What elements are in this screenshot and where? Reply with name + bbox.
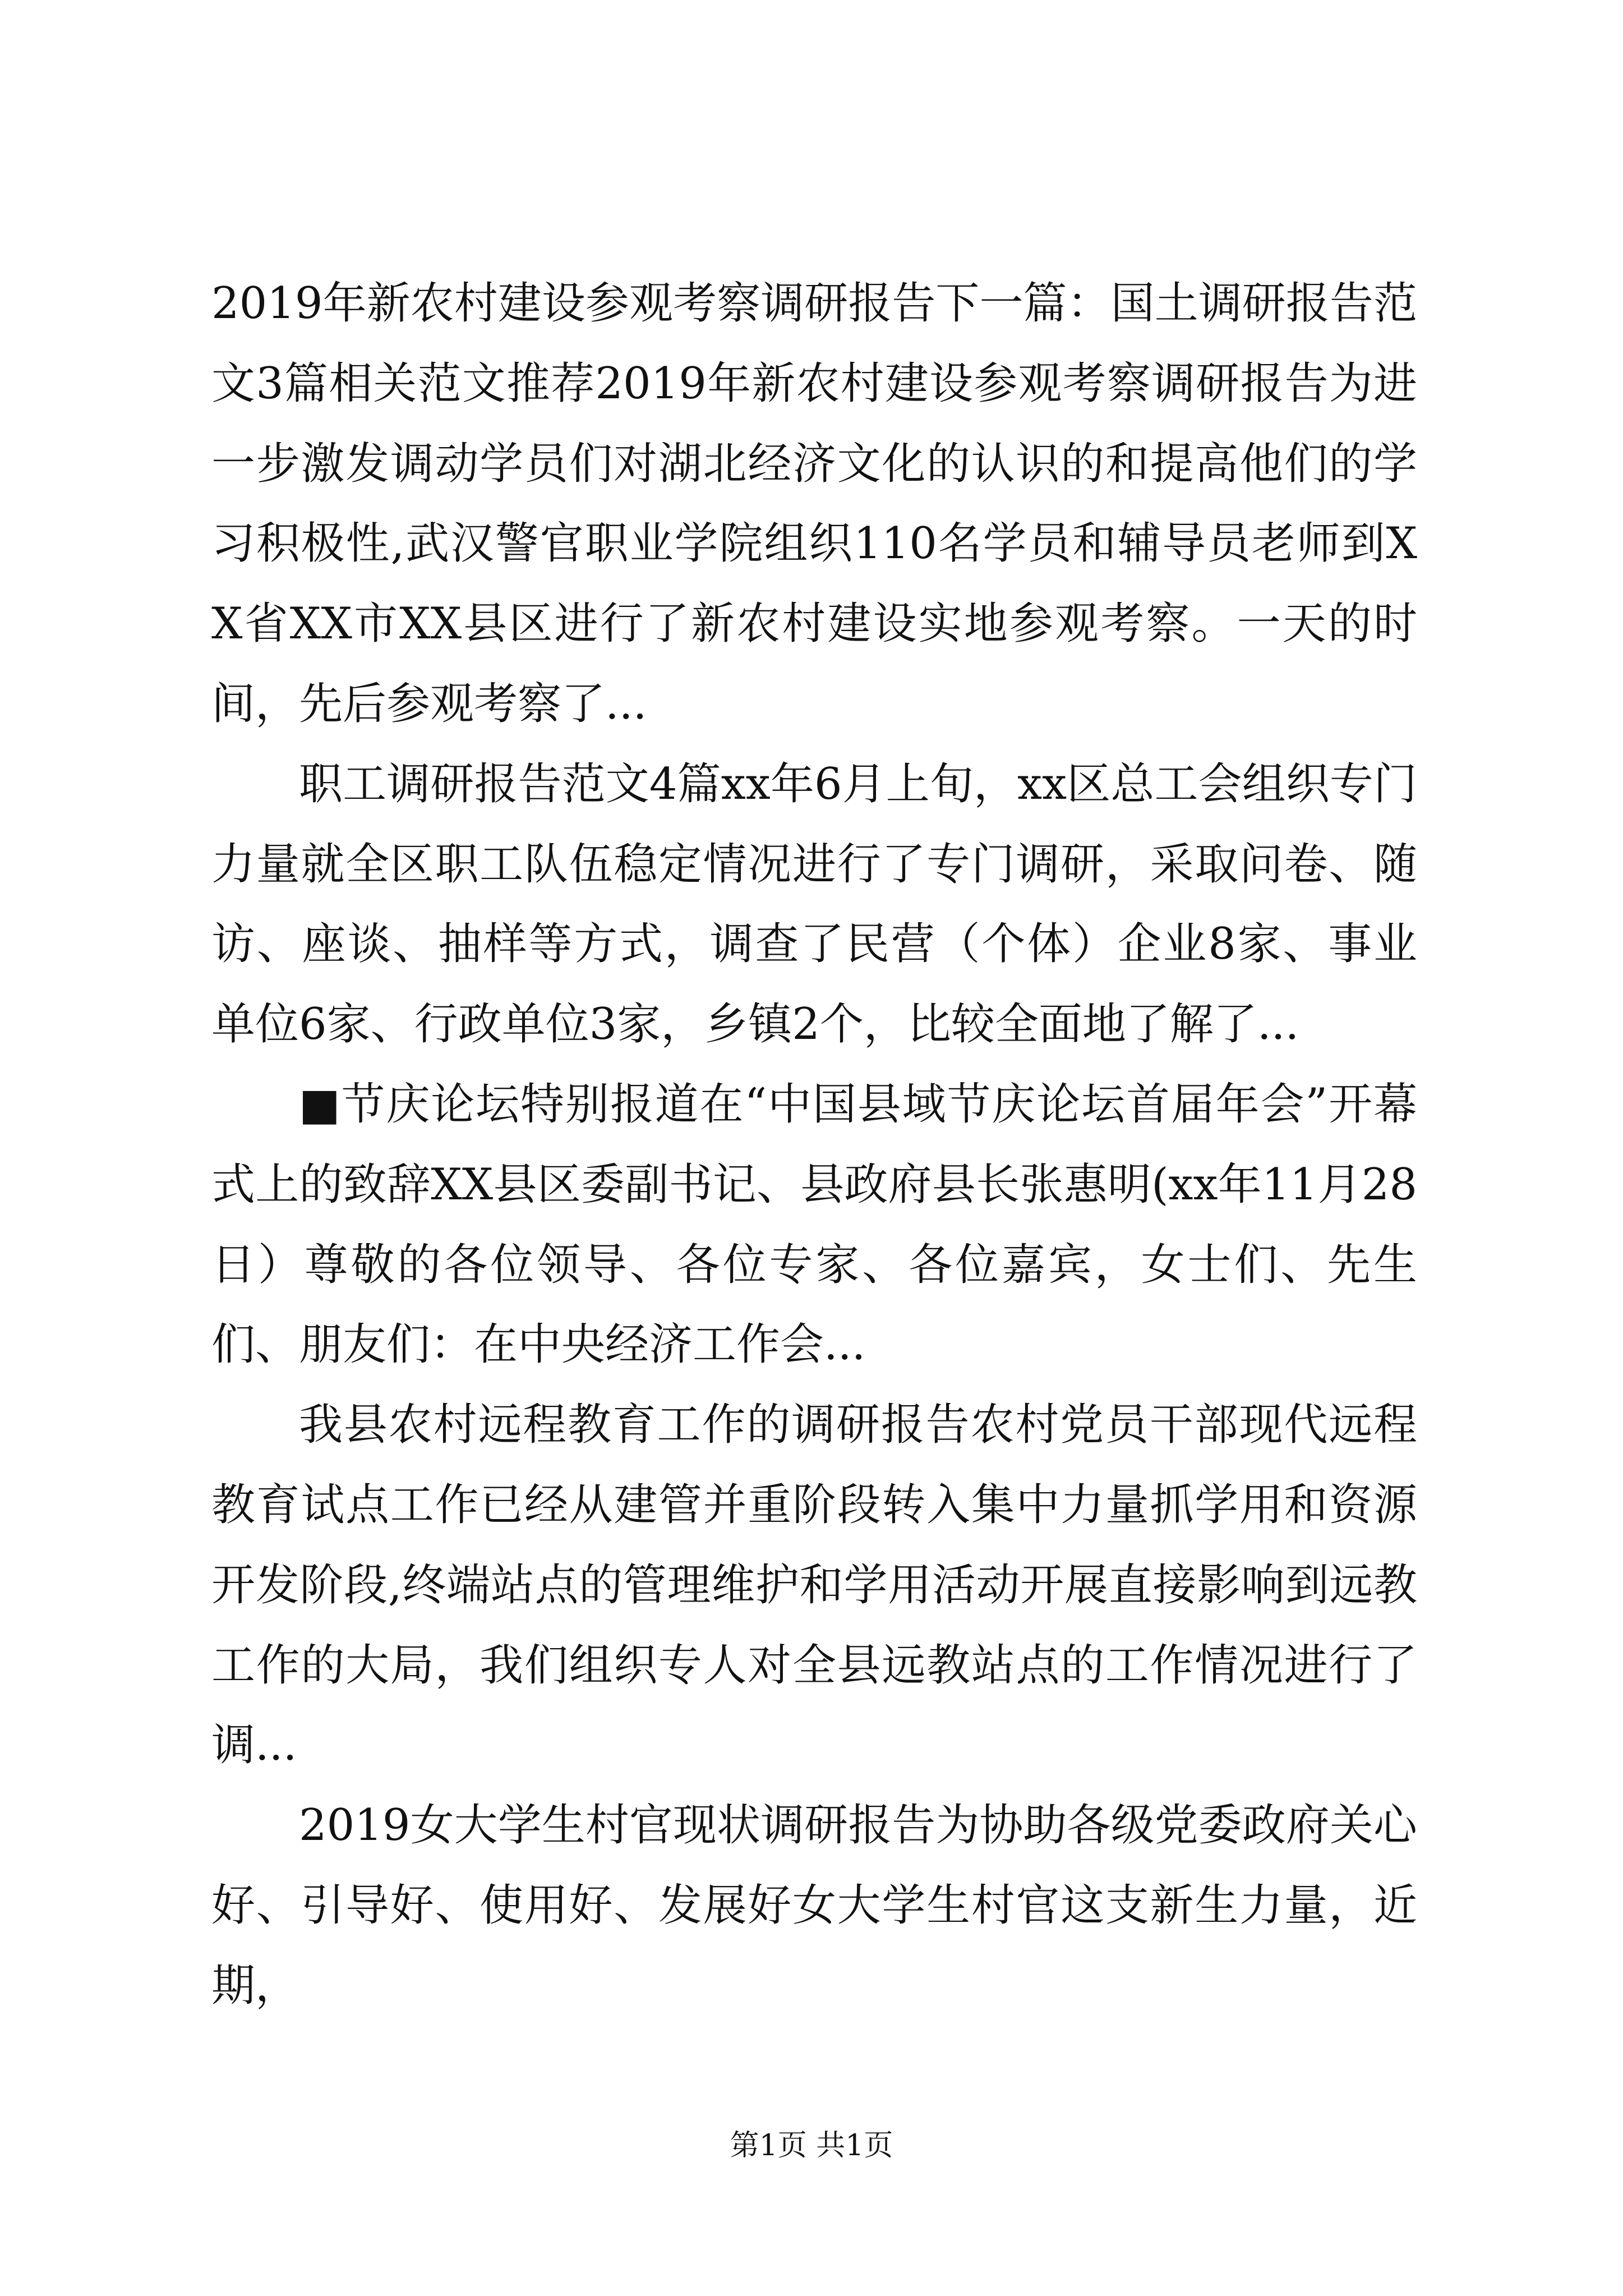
document-body xyxy=(211,264,1417,2026)
paragraph-1: 2019年新农村建设参观考察调研报告下一篇：国土调研报告范文3篇相关范文推荐2019年新农村建设参观考察调研报告为进一步激发调动学员们对湖北经济文化的认识的和提高他们的学习积极性,武汉警官职业学院组织110名学员和辅导员老师到XX省XX市XX县区进行了新农村建设实地参观考察。一天的时间，先后参观考察了... xyxy=(211,278,1417,729)
page-footer: 第1页 共1页 xyxy=(730,2129,893,2162)
paragraph-5: 2019女大学生村官现状调研报告为协助各级党委政府关心好、引导好、使用好、发展好女大学生村官这支新生力量，近期， xyxy=(211,1800,1417,2011)
paragraph-4: 我县农村远程教育工作的调研报告农村党员干部现代远程教育试点工作已经从建管并重阶段转入集中力量抓学用和资源开发阶段,终端站点的管理维护和学用活动开展直接影响到远教工作的大局，我们组织专人对全县远教站点的工作情况进行了调... xyxy=(211,1400,1417,1771)
paragraph-2: 职工调研报告范文4篇xx年6月上旬，xx区总工会组织专门力量就全区职工队伍稳定情况进行了专门调研，采取问卷、随访、座谈、抽样等方式，调查了民营（个体）企业8家、事业单位6家、行政单位3家，乡镇2个，比较全面地了解了... xyxy=(211,758,1417,1050)
paragraph-3: ■节庆论坛特别报道在“中国县域节庆论坛首届年会”开幕式上的致辞XX县区委副书记、县政府县长张惠明(xx年11月28日）尊敬的各位领导、各位专家、各位嘉宾，女士们、先生们、朋友们：在中央经济工作会... xyxy=(211,1079,1417,1370)
